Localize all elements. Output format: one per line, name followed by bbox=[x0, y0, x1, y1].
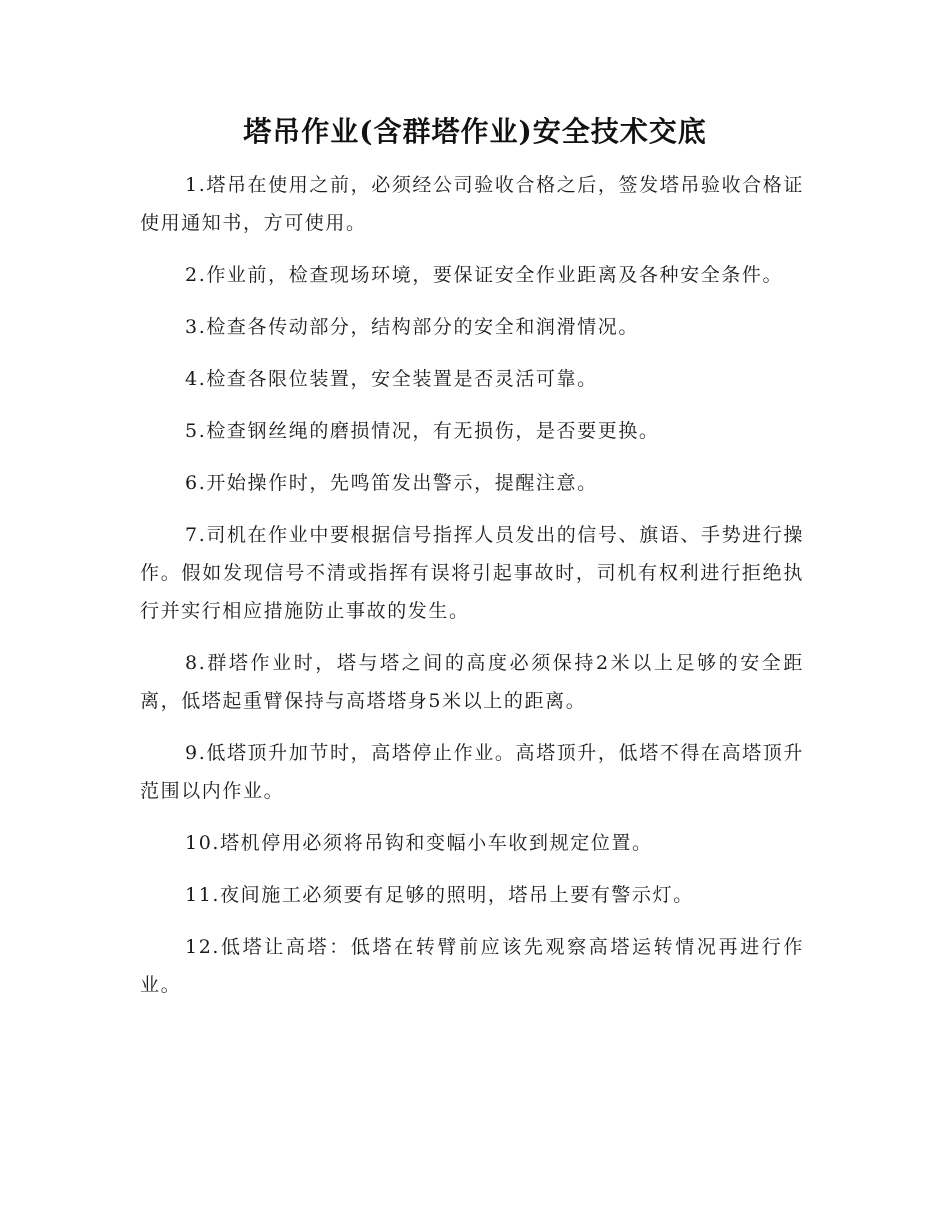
paragraph-4: 4.检查各限位装置，安全装置是否灵活可靠。 bbox=[185, 368, 598, 390]
paragraph-2: 2.作业前，检查现场环境，要保证安全作业距离及各种安全条件。 bbox=[185, 264, 784, 286]
paragraph-11: 11.夜间施工必须要有足够的照明，塔吊上要有警示灯。 bbox=[185, 884, 694, 906]
paragraph-6: 6.开始操作时，先鸣笛发出警示，提醒注意。 bbox=[185, 472, 598, 494]
document-body bbox=[140, 166, 804, 1018]
paragraph-10: 10.塔机停用必须将吊钩和变幅小车收到规定位置。 bbox=[185, 832, 653, 854]
paragraph-3: 3.检查各传动部分，结构部分的安全和润滑情况。 bbox=[185, 316, 639, 338]
page-title: 塔吊作业(含群塔作业)安全技术交底 bbox=[243, 115, 707, 148]
paragraph-7: 7.司机在作业中要根据信号指挥人员发出的信号、旗语、手势进行操作。假如发现信号不清或指挥有误将引起事故时，司机有权利进行拒绝执行并实行相应措施防止事故的发生。 bbox=[140, 524, 804, 622]
paragraph-8: 8.群塔作业时，塔与塔之间的高度必须保持2米以上足够的安全距离，低塔起重臂保持与高塔塔身5米以上的距离。 bbox=[140, 652, 804, 712]
paragraph-1: 1.塔吊在使用之前，必须经公司验收合格之后，签发塔吊验收合格证使用通知书，方可使用。 bbox=[140, 174, 804, 234]
paragraph-12: 12.低塔让高塔：低塔在转臂前应该先观察高塔运转情况再进行作业。 bbox=[140, 936, 804, 996]
paragraph-5: 5.检查钢丝绳的磨损情况，有无损伤，是否要更换。 bbox=[185, 420, 660, 442]
paragraph-9: 9.低塔顶升加节时，高塔停止作业。高塔顶升，低塔不得在高塔顶升范围以内作业。 bbox=[140, 742, 804, 802]
